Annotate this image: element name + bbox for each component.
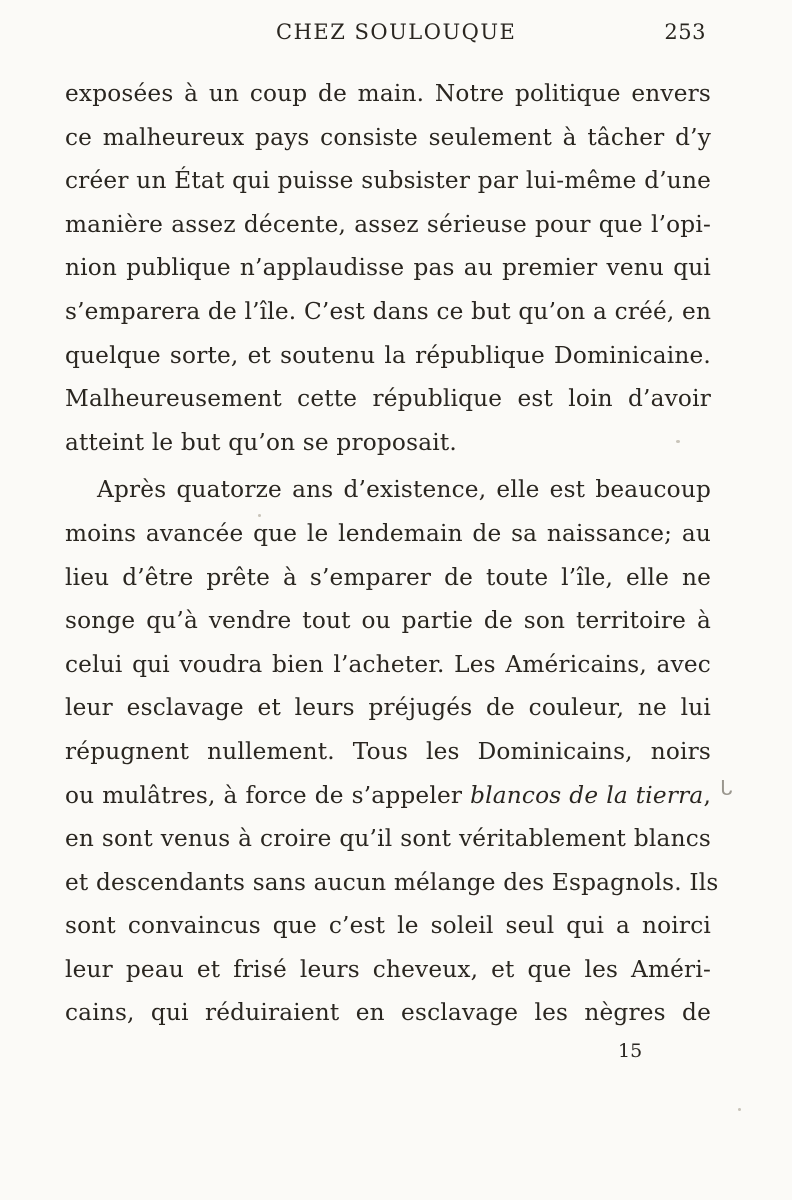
body-text (65, 72, 719, 1035)
text-line: Malheureusement cette république est loin d’avoir (65, 385, 711, 413)
text-line: celui qui voudra bien l’acheter. Les Américains, avec (65, 650, 711, 678)
paper-speck (258, 514, 261, 517)
text-line: cains, qui réduiraient en esclavage les nègres de (65, 999, 711, 1027)
text-line: moins avancée que le lendemain de sa naissance; au (65, 519, 711, 547)
text-line: en sont venus à croire qu’il sont véritablement blancs (65, 825, 711, 853)
text-line: ce malheureux pays consiste seulement à tâcher d’y (65, 123, 711, 151)
text-line: manière assez décente, assez sérieuse pour que l’opi- (65, 210, 711, 238)
text-line: sont convaincus que c’est le soleil seul qui a noirci (65, 912, 711, 940)
text-line: répugnent nullement. Tous les Dominicains, noirs (65, 737, 711, 765)
text-segment: , (703, 781, 712, 809)
text-line: quelque sorte, et soutenu la république Dominicaine. (65, 341, 711, 369)
paper-speck (738, 1108, 741, 1111)
running-title: CHEZ SOULOUQUE (276, 20, 517, 44)
text-line: lieu d’être prête à s’emparer de toute l’île, elle ne (65, 563, 711, 591)
signature-mark: 15 (618, 1040, 643, 1062)
text-line: Après quatorze ans d’existence, elle est beaucoup (97, 476, 711, 504)
text-line: songe qu’à vendre tout ou partie de son territoire à (65, 607, 711, 635)
text-line: exposées à un coup de main. Notre politique envers (65, 80, 711, 107)
text-line: créer un État qui puisse subsister par lui-même d’une (65, 167, 711, 195)
text-line-with-italic (65, 774, 711, 818)
italic-phrase: blancos de la tierra (470, 781, 704, 809)
paper-speck (676, 440, 680, 443)
margin-pencil-mark: ᒐ (720, 776, 733, 800)
page-number: 253 (664, 20, 706, 44)
text-line: et descendants sans aucun mélange des Espagnols. Ils (65, 868, 719, 896)
text-line: leur peau et frisé leurs cheveux, et que les Améri- (65, 955, 711, 983)
text-line: atteint le but qu’on se proposait. (65, 428, 457, 456)
text-line: s’emparera de l’île. C’est dans ce but qu’on a créé, en (65, 297, 712, 325)
text-line: leur esclavage et leurs préjugés de couleur, ne lui (65, 694, 711, 722)
text-segment: ou mulâtres, à force de s’appeler (65, 781, 463, 809)
text-line: nion publique n’applaudisse pas au premier venu qui (65, 254, 711, 282)
page-header (0, 20, 792, 50)
